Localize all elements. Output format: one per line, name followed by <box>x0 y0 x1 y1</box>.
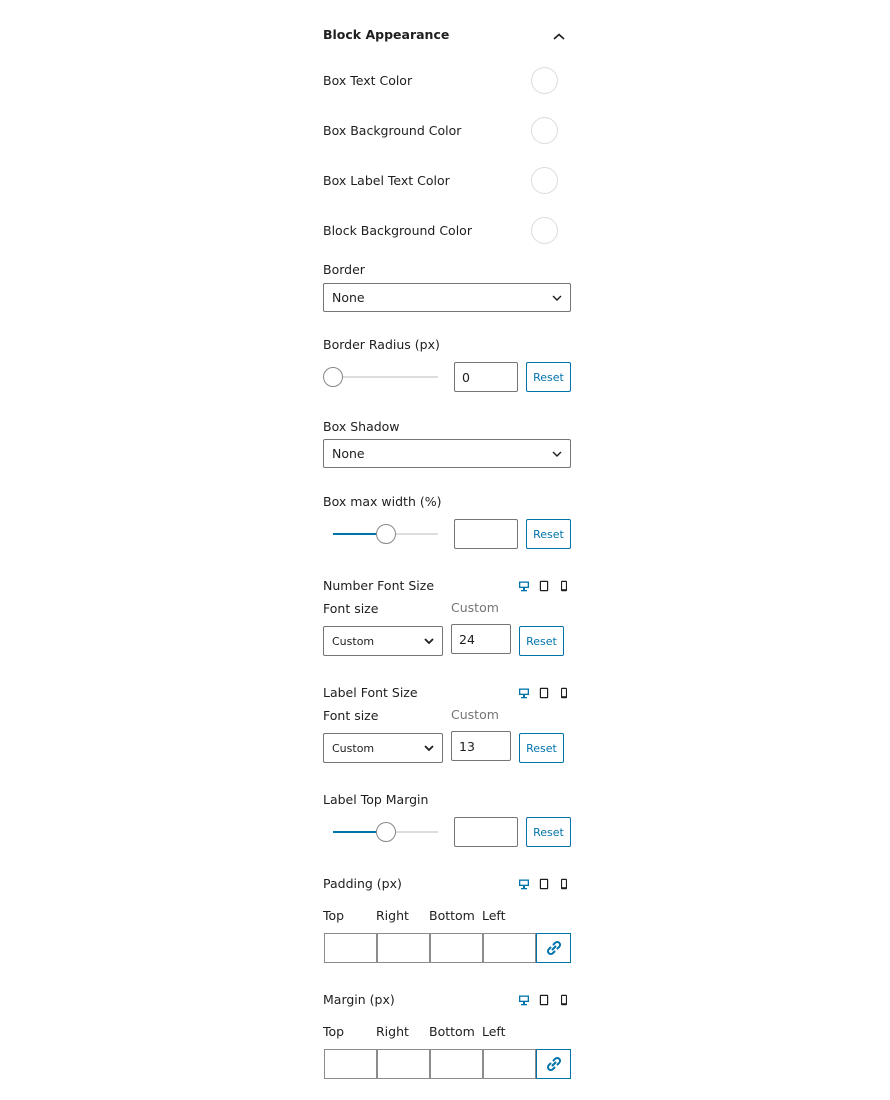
margin-left-input[interactable] <box>483 1049 536 1079</box>
label-font-size-select[interactable] <box>323 733 443 763</box>
padding-label: Padding (px) <box>323 876 402 891</box>
chevron-down-icon <box>424 638 434 644</box>
label-top-margin-reset-button[interactable]: Reset <box>526 817 571 847</box>
box-max-width-slider-thumb[interactable] <box>376 524 396 544</box>
border-radius-label: Border Radius (px) <box>323 337 440 352</box>
block-background-color-swatch[interactable] <box>531 217 558 244</box>
box-shadow-select-value: None <box>332 446 365 461</box>
mobile-icon[interactable] <box>558 994 570 1006</box>
box-label-text-color-label: Box Label Text Color <box>323 173 450 188</box>
border-radius-slider-track[interactable] <box>333 376 438 378</box>
mobile-icon[interactable] <box>558 687 570 699</box>
label-font-size-select-value: Custom <box>332 741 375 755</box>
chevron-down-icon <box>552 295 562 301</box>
label-custom-caption: Custom <box>451 707 499 722</box>
margin-top-input[interactable] <box>324 1049 377 1079</box>
border-radius-reset-button[interactable]: Reset <box>526 362 571 392</box>
box-label-text-color-swatch[interactable] <box>531 167 558 194</box>
label-font-size-caption: Font size <box>323 708 379 723</box>
label-font-size-input-value: 13 <box>459 738 475 754</box>
box-max-width-input[interactable] <box>454 519 518 549</box>
border-radius-input-value: 0 <box>462 369 470 385</box>
border-select[interactable] <box>323 283 571 312</box>
border-label: Border <box>323 262 365 277</box>
box-max-width-label: Box max width (%) <box>323 494 442 509</box>
box-background-color-label: Box Background Color <box>323 123 462 138</box>
padding-top-label: Top <box>323 908 345 923</box>
tablet-icon[interactable] <box>538 580 550 592</box>
box-max-width-reset-button[interactable]: Reset <box>526 519 571 549</box>
label-top-margin-label: Label Top Margin <box>323 792 429 807</box>
padding-left-label: Left <box>482 908 506 923</box>
number-font-size-select-value: Custom <box>332 634 375 648</box>
chevron-down-icon <box>424 745 434 751</box>
box-shadow-select[interactable] <box>323 439 571 468</box>
margin-top-label: Top <box>323 1024 345 1039</box>
desktop-icon[interactable] <box>518 687 530 699</box>
padding-top-input[interactable] <box>324 933 377 963</box>
chevron-up-icon[interactable] <box>552 28 566 40</box>
label-font-size-input[interactable] <box>451 731 511 761</box>
link-icon <box>544 1054 564 1074</box>
margin-right-label: Right <box>376 1024 409 1039</box>
label-font-size-reset-button[interactable]: Reset <box>519 733 564 763</box>
border-radius-slider-thumb[interactable] <box>323 367 343 387</box>
margin-right-input[interactable] <box>377 1049 430 1079</box>
box-text-color-label: Box Text Color <box>323 73 413 88</box>
tablet-icon[interactable] <box>538 994 550 1006</box>
margin-label: Margin (px) <box>323 992 395 1007</box>
link-icon <box>544 938 564 958</box>
tablet-icon[interactable] <box>538 687 550 699</box>
number-font-size-label: Number Font Size <box>323 578 435 593</box>
number-font-size-input[interactable] <box>451 624 511 654</box>
box-shadow-label: Box Shadow <box>323 419 400 434</box>
mobile-icon[interactable] <box>558 878 570 890</box>
padding-right-label: Right <box>376 908 409 923</box>
margin-left-label: Left <box>482 1024 506 1039</box>
box-background-color-swatch[interactable] <box>531 117 558 144</box>
padding-link-button[interactable] <box>536 933 571 963</box>
label-top-margin-slider-thumb[interactable] <box>376 822 396 842</box>
number-font-size-reset-button[interactable]: Reset <box>519 626 564 656</box>
padding-right-input[interactable] <box>377 933 430 963</box>
box-text-color-swatch[interactable] <box>531 67 558 94</box>
margin-bottom-input[interactable] <box>430 1049 483 1079</box>
desktop-icon[interactable] <box>518 994 530 1006</box>
mobile-icon[interactable] <box>558 580 570 592</box>
chevron-down-icon <box>552 451 562 457</box>
margin-link-button[interactable] <box>536 1049 571 1079</box>
block-background-color-label: Block Background Color <box>323 223 472 238</box>
number-font-size-caption: Font size <box>323 601 379 616</box>
border-select-value: None <box>332 290 365 305</box>
border-radius-input[interactable] <box>454 362 518 392</box>
padding-bottom-label: Bottom <box>429 908 475 923</box>
desktop-icon[interactable] <box>518 580 530 592</box>
number-custom-caption: Custom <box>451 600 499 615</box>
tablet-icon[interactable] <box>538 878 550 890</box>
padding-left-input[interactable] <box>483 933 536 963</box>
desktop-icon[interactable] <box>518 878 530 890</box>
padding-bottom-input[interactable] <box>430 933 483 963</box>
number-font-size-input-value: 24 <box>459 631 475 647</box>
label-font-size-label: Label Font Size <box>323 685 418 700</box>
label-top-margin-input[interactable] <box>454 817 518 847</box>
number-font-size-select[interactable] <box>323 626 443 656</box>
panel-title: Block Appearance <box>323 27 450 42</box>
margin-bottom-label: Bottom <box>429 1024 475 1039</box>
